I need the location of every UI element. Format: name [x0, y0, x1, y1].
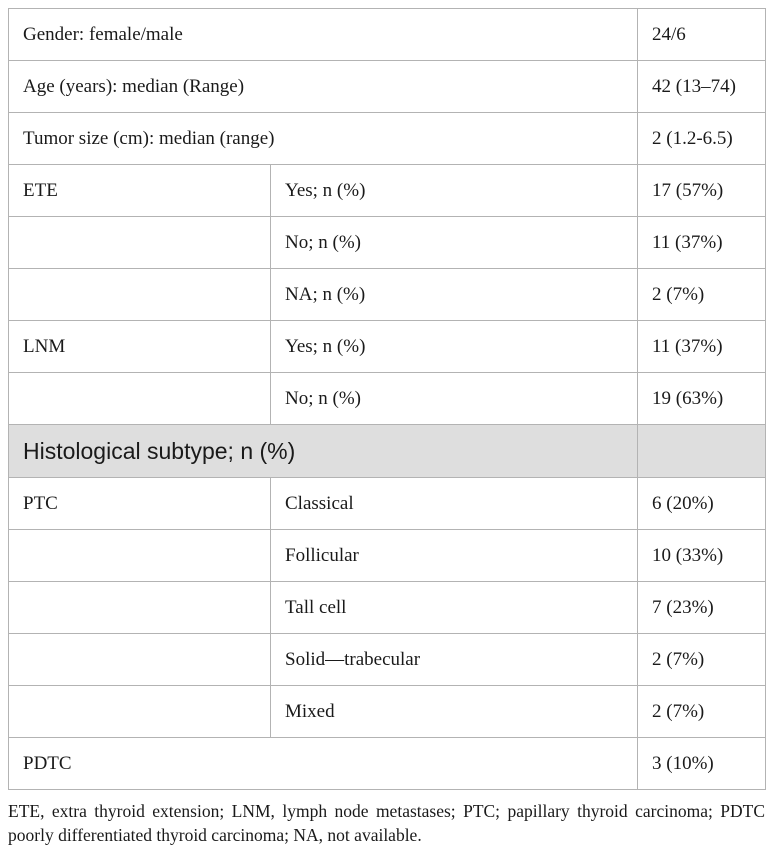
- row-subcategory: Yes; n (%): [271, 165, 638, 217]
- table-row: [9, 530, 766, 582]
- row-value: 10 (33%): [638, 530, 766, 582]
- row-value: 7 (23%): [638, 582, 766, 634]
- row-group: [9, 269, 271, 321]
- table-row: [9, 9, 766, 61]
- table-row: [9, 373, 766, 425]
- table-row: [9, 217, 766, 269]
- row-value: 6 (20%): [638, 478, 766, 530]
- row-group: [9, 686, 271, 738]
- row-value: 19 (63%): [638, 373, 766, 425]
- row-subcategory: Solid—trabecular: [271, 634, 638, 686]
- row-group: PTC: [9, 478, 271, 530]
- row-value: 2 (1.2-6.5): [638, 113, 766, 165]
- table-row: [9, 61, 766, 113]
- row-label: Gender: female/male: [9, 9, 638, 61]
- row-subcategory: Mixed: [271, 686, 638, 738]
- row-group: [9, 530, 271, 582]
- table-row: [9, 269, 766, 321]
- row-value: 42 (13–74): [638, 61, 766, 113]
- row-value: 11 (37%): [638, 217, 766, 269]
- table-row: [9, 113, 766, 165]
- row-group: [9, 582, 271, 634]
- section-header: Histological subtype; n (%): [9, 425, 638, 478]
- table-row: [9, 582, 766, 634]
- row-value: 17 (57%): [638, 165, 766, 217]
- row-group: [9, 634, 271, 686]
- table-row: [9, 686, 766, 738]
- row-subcategory: No; n (%): [271, 373, 638, 425]
- row-group: [9, 217, 271, 269]
- row-group: LNM: [9, 321, 271, 373]
- data-table: [8, 8, 766, 790]
- row-group: ETE: [9, 165, 271, 217]
- row-subcategory: Classical: [271, 478, 638, 530]
- table-row: [9, 634, 766, 686]
- section-header-row: [9, 425, 766, 478]
- row-label: Tumor size (cm): median (range): [9, 113, 638, 165]
- row-subcategory: NA; n (%): [271, 269, 638, 321]
- row-group: [9, 373, 271, 425]
- table-row: [9, 165, 766, 217]
- row-value: 24/6: [638, 9, 766, 61]
- row-value: 3 (10%): [638, 738, 766, 790]
- row-subcategory: No; n (%): [271, 217, 638, 269]
- row-value: 2 (7%): [638, 269, 766, 321]
- row-value: 2 (7%): [638, 634, 766, 686]
- row-subcategory: Follicular: [271, 530, 638, 582]
- table-footnote: ETE, extra thyroid extension; LNM, lymph node metastases; PTC; papillary thyroid carcinoma; PDTC poorly differentiated thyroid carcinoma; NA, not available.: [8, 801, 765, 845]
- row-value: 11 (37%): [638, 321, 766, 373]
- table-row: [9, 738, 766, 790]
- row-subcategory: Tall cell: [271, 582, 638, 634]
- row-subcategory: Yes; n (%): [271, 321, 638, 373]
- row-value: 2 (7%): [638, 686, 766, 738]
- row-label: PDTC: [9, 738, 638, 790]
- table-row: [9, 321, 766, 373]
- row-label: Age (years): median (Range): [9, 61, 638, 113]
- table-row: [9, 478, 766, 530]
- section-value: [638, 425, 766, 478]
